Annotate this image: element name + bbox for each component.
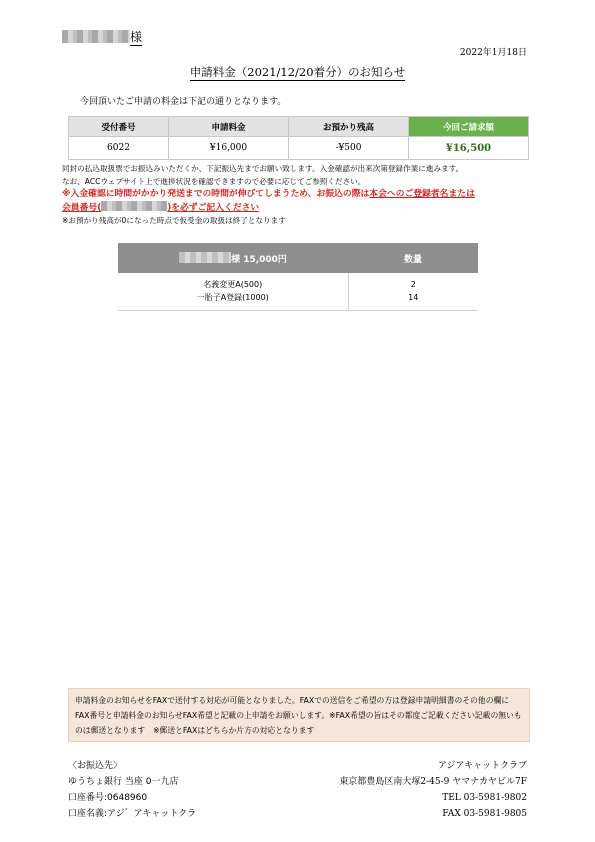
payment-destination	[68, 758, 196, 822]
redacted-name	[62, 30, 130, 43]
intro-text: 今回頂いたご申請の料金は下記の通りとなります。	[80, 97, 287, 107]
amount-billed: ¥16,500	[409, 137, 529, 160]
note-line-1: 同封の払込取扱票でお振込みいただくか、下記振込先までお願い致します。入金確認が出来次第登録作業に進みます。	[62, 164, 464, 173]
organization-info	[339, 758, 527, 822]
header-receipt-number: 受付番号	[69, 117, 169, 137]
payment-account-number: 口座番号:0648960	[68, 793, 148, 803]
header-application-fee: 申請料金	[169, 117, 289, 137]
items-header-qty: 数量	[348, 243, 478, 273]
red-warning: ※入金確認に時間がかかり発送までの時間が伸びてしまうため、お振込の際は本会へのご登録者名または 会員番号( )を必ずご記入ください	[62, 189, 475, 213]
application-fee: ¥16,000	[169, 137, 289, 160]
org-address: 東京都豊島区南大塚2-45-9 ヤマナカヤビル7F	[339, 777, 527, 787]
redacted-name	[179, 252, 231, 263]
note-line-3: ※お預かり残高が0になった時点で仮受金の取扱は終了となります	[62, 216, 286, 225]
payment-account-name: 口座名義:アジ゛アキャットクラ	[68, 809, 197, 819]
header-deposit-balance: お預かり残高	[289, 117, 409, 137]
item-qty: 2	[410, 280, 416, 289]
items-header-row	[118, 243, 478, 273]
note-line-2: なお、ACCウェブサイト上で進捗状況を確認できますので必要に応じてご参照ください。	[62, 176, 366, 186]
payment-notes	[62, 163, 534, 228]
item-name: 名義変更A(500)	[118, 273, 348, 291]
deposit-balance: -¥500	[289, 137, 409, 160]
payment-bank: ゆうちょ銀行 当座 0一九店	[68, 777, 179, 787]
recipient-name	[62, 28, 142, 45]
redacted-member-number	[101, 201, 167, 211]
item-name: 一胎子A登録(1000)	[118, 291, 348, 311]
org-tel: TEL 03-5981-9802	[442, 793, 527, 803]
fax-notice-box: 申請料金のお知らせをFAXで送付する対応が可能となりました。FAXでの送信をご希望の方は登録申請明細書のその他の欄にFAX番号と申請料金のお知らせFAX希望と記載の上申請をお願いします。※FAX希望の旨はその都度ご記載ください記載の無いものは郵送となります ※郵送とFAXはどちらか片方の対応となります	[68, 688, 530, 742]
payment-heading: 〈お振込先〉	[68, 761, 123, 771]
items-table	[118, 243, 478, 311]
fee-summary-table	[68, 116, 529, 160]
org-name: アジアキャットクラブ	[437, 761, 527, 771]
header-amount-billed: 今回ご請求額	[409, 117, 529, 137]
item-qty: 14	[348, 291, 478, 311]
fee-value-row	[69, 137, 529, 160]
document-title: 申請料金（2021/12/20着分）のお知らせ	[189, 65, 406, 79]
issue-date: 2022年1月18日	[459, 48, 527, 58]
receipt-number: 6022	[69, 137, 169, 160]
items-header-amount: 様 15,000円	[118, 243, 348, 273]
org-fax: FAX 03-5981-9805	[442, 809, 527, 819]
table-row	[118, 291, 478, 311]
table-row	[118, 273, 478, 291]
recipient-honorific: 様	[130, 30, 143, 44]
fee-header-row	[69, 117, 529, 137]
